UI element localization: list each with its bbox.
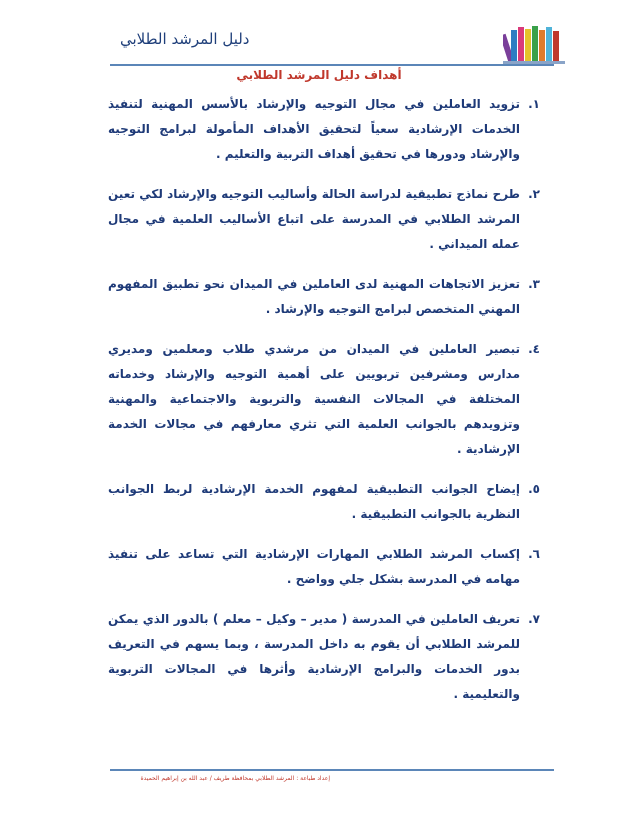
header-divider <box>110 64 554 66</box>
footer-credit: إعداد طباعة : المرشد الطلابي بمحافظة طريف / عبد الله بن إبراهيم الحميدة <box>140 775 330 782</box>
goal-number: ٧. <box>528 612 540 626</box>
goals-list <box>108 92 540 722</box>
goal-text: تبصير العاملين في الميدان من مرشدي طلاب ومعلمين ومديري مدارس ومشرفين تربويين على أهمية التوجيه والإرشاد وخدماته المختلفة في المجالات النفسية والتربوية والاجتماعية والمهنية وتزويدهم بالجوانب العلمية التي تثري معارفهم في مجالات الخدمة الإرشادية . <box>108 342 520 456</box>
goal-text: تزويد العاملين في مجال التوجيه والإرشاد بالأسس المهنية لتنفيذ الخدمات الإرشادية سعياً لتحقيق الأهداف المأمولة لبرامج التوجيه والإرشاد ودورها في تحقيق أهداف التربية والتعليم . <box>108 97 520 161</box>
goal-text: تعزيز الاتجاهات المهنية لدى العاملين في الميدان نحو تطبيق المفهوم المهني المتخصص لبرامج التوجيه والإرشاد . <box>108 277 520 316</box>
header-title: دليل المرشد الطلابي <box>120 30 250 48</box>
books-icon <box>503 24 565 64</box>
page-title: أهداف دليل المرشد الطلابي <box>236 68 402 82</box>
list-item <box>108 182 540 257</box>
goal-text: إكساب المرشد الطلابي المهارات الإرشادية التي تساعد على تنفيذ مهامه في المدرسة بشكل جلي وواضح . <box>108 547 520 586</box>
footer-divider <box>110 769 554 771</box>
goal-number: ١. <box>528 97 540 111</box>
list-item <box>108 607 540 707</box>
goal-number: ٣. <box>528 277 540 291</box>
list-item <box>108 92 540 167</box>
list-item <box>108 337 540 462</box>
goal-text: تعريف العاملين في المدرسة ( مدير – وكيل – معلم ) بالدور الذي يمكن للمرشد الطلابي أن يقوم به داخل المدرسة ، وبما يسهم في التعريف بدور الخدمات والبرامج الإرشادية وأثرها في المجالات التربوية والتعليمية . <box>108 612 520 701</box>
page-header <box>110 24 565 64</box>
goal-number: ٢. <box>528 187 540 201</box>
goal-text: طرح نماذج تطبيقية لدراسة الحالة وأساليب التوجيه والإرشاد لكي تعين المرشد الطلابي في المدرسة على اتباع الأساليب العلمية في مجال عمله الميداني . <box>108 187 520 251</box>
list-item <box>108 542 540 592</box>
goal-number: ٦. <box>528 547 540 561</box>
list-item <box>108 477 540 527</box>
goal-number: ٤. <box>528 342 540 356</box>
goal-number: ٥. <box>528 482 540 496</box>
goal-text: إيضاح الجوانب التطبيقية لمفهوم الخدمة الإرشادية لربط الجوانب النظرية بالجوانب التطبيقية . <box>108 482 520 521</box>
list-item <box>108 272 540 322</box>
